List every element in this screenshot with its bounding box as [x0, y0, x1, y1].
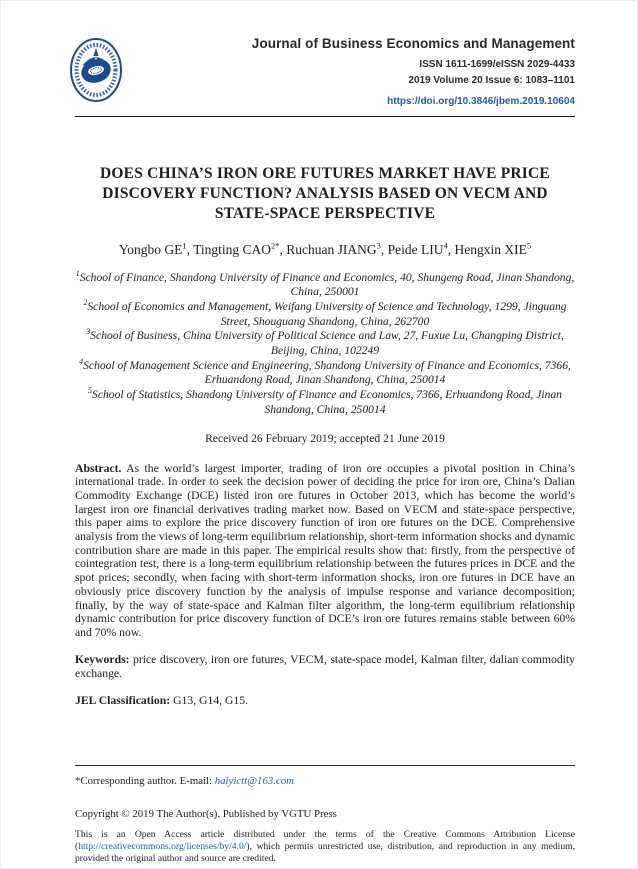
corresponding-author-email-link[interactable]: haiyictt@163.com — [214, 775, 294, 787]
affiliations-block — [75, 268, 575, 418]
jel-text: G13, G14, G15. — [170, 693, 249, 707]
jel-classification — [75, 694, 575, 707]
affiliation-entry: $^2$School of Economics and Management, Weifang University of Science and Technology, 1299, Jinguang Street, Shouguang Shandong, China, 262700 — [83, 298, 567, 328]
masthead-divider — [75, 116, 575, 117]
page-footer — [75, 765, 575, 864]
jel-label: JEL Classification: — [75, 693, 171, 707]
keywords-text: price discovery, iron ore futures, VECM, state-space model, Kalman filter, dalian commodity exchange. — [75, 652, 575, 680]
issn-line: ISSN 1611-1699/eISSN 2029-4433 — [419, 59, 575, 70]
corresponding-author-note — [75, 775, 575, 787]
corresponding-author-prefix: *Corresponding author. E-mail: — [75, 775, 215, 787]
keywords-label: Keywords: — [75, 652, 130, 666]
abstract-paragraph — [75, 462, 575, 640]
keywords-paragraph — [75, 653, 575, 681]
university-seal-logo — [69, 36, 123, 104]
article-front-matter — [75, 118, 575, 707]
license-paragraph — [75, 829, 575, 864]
creative-commons-link[interactable]: http://creativecommons.org/licenses/by/4.0/ — [78, 840, 247, 852]
footnote-divider — [75, 765, 575, 766]
affiliation-entry: $^5$School of Statistics, Shandong University of Finance and Economics, 7366, Erhuandong Road, Jinan Shandong, China, 250014 — [88, 386, 562, 416]
author-name: Tingting $CAO^{2*}$ — [193, 240, 280, 257]
author-line: Yongbo $GE^1$, Tingting $CAO^{2*}$, Ruchuan JIANG$^3$, Peide LIU$^4$, Hengxin XIE$^5$ — [118, 240, 532, 257]
license-text-before: This is an Open Access article distributed under the terms of the Creative Commons Attribution License ( — [75, 829, 575, 852]
received-accepted-line: Received 26 February 2019; accepted 21 June 2019 — [205, 431, 445, 445]
university-seal-icon — [69, 36, 123, 104]
doi-line — [252, 91, 575, 109]
affiliation-entry: $^1$School of Finance, Shandong University of Finance and Economics, 40, Shungeng Road, Jinan Shandong, China, 250001 — [75, 268, 575, 299]
journal-masthead — [252, 36, 575, 109]
affiliation-entry: $^4$School of Management Science and Engineering, Shandong University of Finance and Economics, 7366, Erhuandong Road, Jinan Shandong, China, 250014 — [79, 356, 571, 387]
author-name: Yongbo $GE^1$ — [118, 240, 187, 257]
doi-link[interactable]: https://doi.org/10.3846/jbem.2019.10604 — [387, 96, 575, 107]
author-name: Hengxin XIE$^5$ — [454, 240, 532, 257]
affiliation-entry: $^3$School of Business, China University of Political Science and Law, 27, Fuxue Lu, Changping District, Beijing, China, 102249 — [86, 327, 564, 358]
copyright-line: Copyright © 2019 The Author(s). Published by VGTU Press — [75, 808, 337, 820]
volume-issue-line: 2019 Volume 20 Issue 6: 1083–1101 — [408, 75, 575, 86]
journal-name: Journal of Business Economics and Management — [251, 36, 575, 51]
author-name: Peide LIU$^4$ — [387, 240, 448, 257]
article-title: DOES CHINA’S IRON ORE FUTURES MARKET HAVE PRICE DISCOVERY FUNCTION? ANALYSIS BASED ON VECM AND STATE-SPACE PERSPECTIVE — [100, 165, 550, 222]
license-text-after: ), which permits unrestricted use, distribution, and reproduction in any medium, provided the original author and source are credited. — [75, 840, 575, 864]
author-name: Ruchuan JIANG$^3$ — [286, 240, 381, 257]
abstract-text: As the world’s largest importer, trading of iron ore occupies a pivotal position in China’s international trade. In order to seek the decision power of deciding the price for iron ore, China’s Dalian Commodity Exchange (DCE) listed iron ore futures in October 2013, which has become the world’s largest iron ore financial derivatives trading market now. Based on VECM and state-space perspective, this paper aims to explore the price discovery function of iron ore futures on the DCE. Comprehensive analysis from the views of long-term equilibrium relationship, short-term information shocks and dynamic contribution share are made in this paper. The empirical results show that: firstly, from the perspective of cointegration test, there is a long-term equilibrium relationship between the futures prices in DCE and the spot prices; secondly, when facing with short-term information shocks, iron ore futures in DCE have an obviously price discovery function by the analysis of impulse response and variance decomposition; finally, by the way of state-space and Kalman filter algorithm, the long-term equilibrium relationship dynamic contribution for price discovery function of DCE’s iron ore futures remains stable between 60% and 70% now. — [75, 461, 575, 639]
abstract-label: Abstract. — [75, 461, 122, 475]
